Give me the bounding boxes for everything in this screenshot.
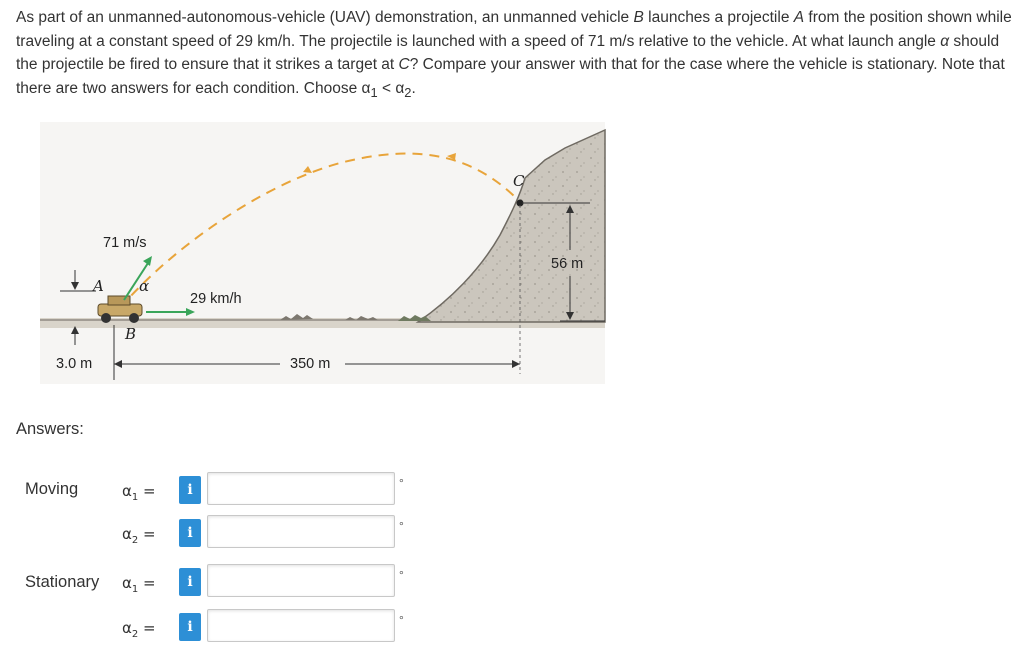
target-height-label: 56 m xyxy=(551,256,584,272)
answer-row-moving-2 xyxy=(0,515,1024,555)
degree-unit: ° xyxy=(399,568,404,582)
vehicle-symbol: B xyxy=(633,9,644,26)
label-b: B xyxy=(125,325,137,343)
label-alpha: α xyxy=(139,277,150,295)
problem-text-1: As part of an unmanned-autonomous-vehicle (UAV) demonstration, an unmanned vehicle xyxy=(16,9,634,26)
launch-height-label: 3.0 m xyxy=(56,356,93,372)
degree-unit: ° xyxy=(399,519,404,533)
label-a: A xyxy=(93,277,104,295)
condition-label: Moving xyxy=(25,480,79,498)
degree-unit: ° xyxy=(399,476,404,490)
problem-text-9: . xyxy=(411,79,416,97)
answers-label: Answers: xyxy=(16,420,84,438)
vehicle-speed-label: 29 km/h xyxy=(190,291,242,307)
info-icon[interactable]: i xyxy=(179,568,201,596)
info-icon[interactable]: i xyxy=(179,476,201,504)
answer-input-moving-alpha1[interactable] xyxy=(207,472,395,505)
problem-text-5: ? Compare your answer with that for the case where the vehicle is stationary. Note that there are two answers for each condition. Choose α xyxy=(16,56,1005,97)
problem-text-3: from the position shown while traveling at a constant speed of 29 km/h. The projectile is launched with a speed of 71 m/s relative to the vehicle. At what launch angle xyxy=(16,9,1012,50)
problem-text-2: launches a projectile xyxy=(643,9,794,26)
subscript-2: 2 xyxy=(404,84,412,100)
projectile-symbol: A xyxy=(793,9,805,26)
alpha-label: $\alpha_1$ = xyxy=(122,482,156,503)
alpha-symbol: α xyxy=(940,32,950,50)
answer-input-moving-alpha2[interactable] xyxy=(207,515,395,548)
alpha-label: $\alpha_1$ = xyxy=(122,574,156,595)
alpha-label: $\alpha_2$ = xyxy=(122,619,156,640)
answer-row-moving-1 xyxy=(0,472,1024,512)
problem-text-4: should the projectile be fired to ensure that it strikes a target at xyxy=(16,32,1000,73)
distance-label: 350 m xyxy=(290,356,331,372)
answer-row-stationary-2 xyxy=(0,609,1024,649)
target-symbol: C xyxy=(398,56,410,73)
problem-text-7: < α xyxy=(377,79,405,97)
launch-speed-label: 71 m/s xyxy=(103,235,147,251)
subscript-1: 1 xyxy=(370,84,378,100)
alpha-label: $\alpha_2$ = xyxy=(122,525,156,546)
info-icon[interactable]: i xyxy=(179,519,201,547)
answer-input-stationary-alpha1[interactable] xyxy=(207,564,395,597)
answer-input-stationary-alpha2[interactable] xyxy=(207,609,395,642)
info-icon[interactable]: i xyxy=(179,613,201,641)
label-c: C xyxy=(513,172,525,190)
answer-row-stationary-1 xyxy=(0,564,1024,604)
condition-label: Stationary xyxy=(25,573,100,591)
degree-unit: ° xyxy=(399,613,404,627)
